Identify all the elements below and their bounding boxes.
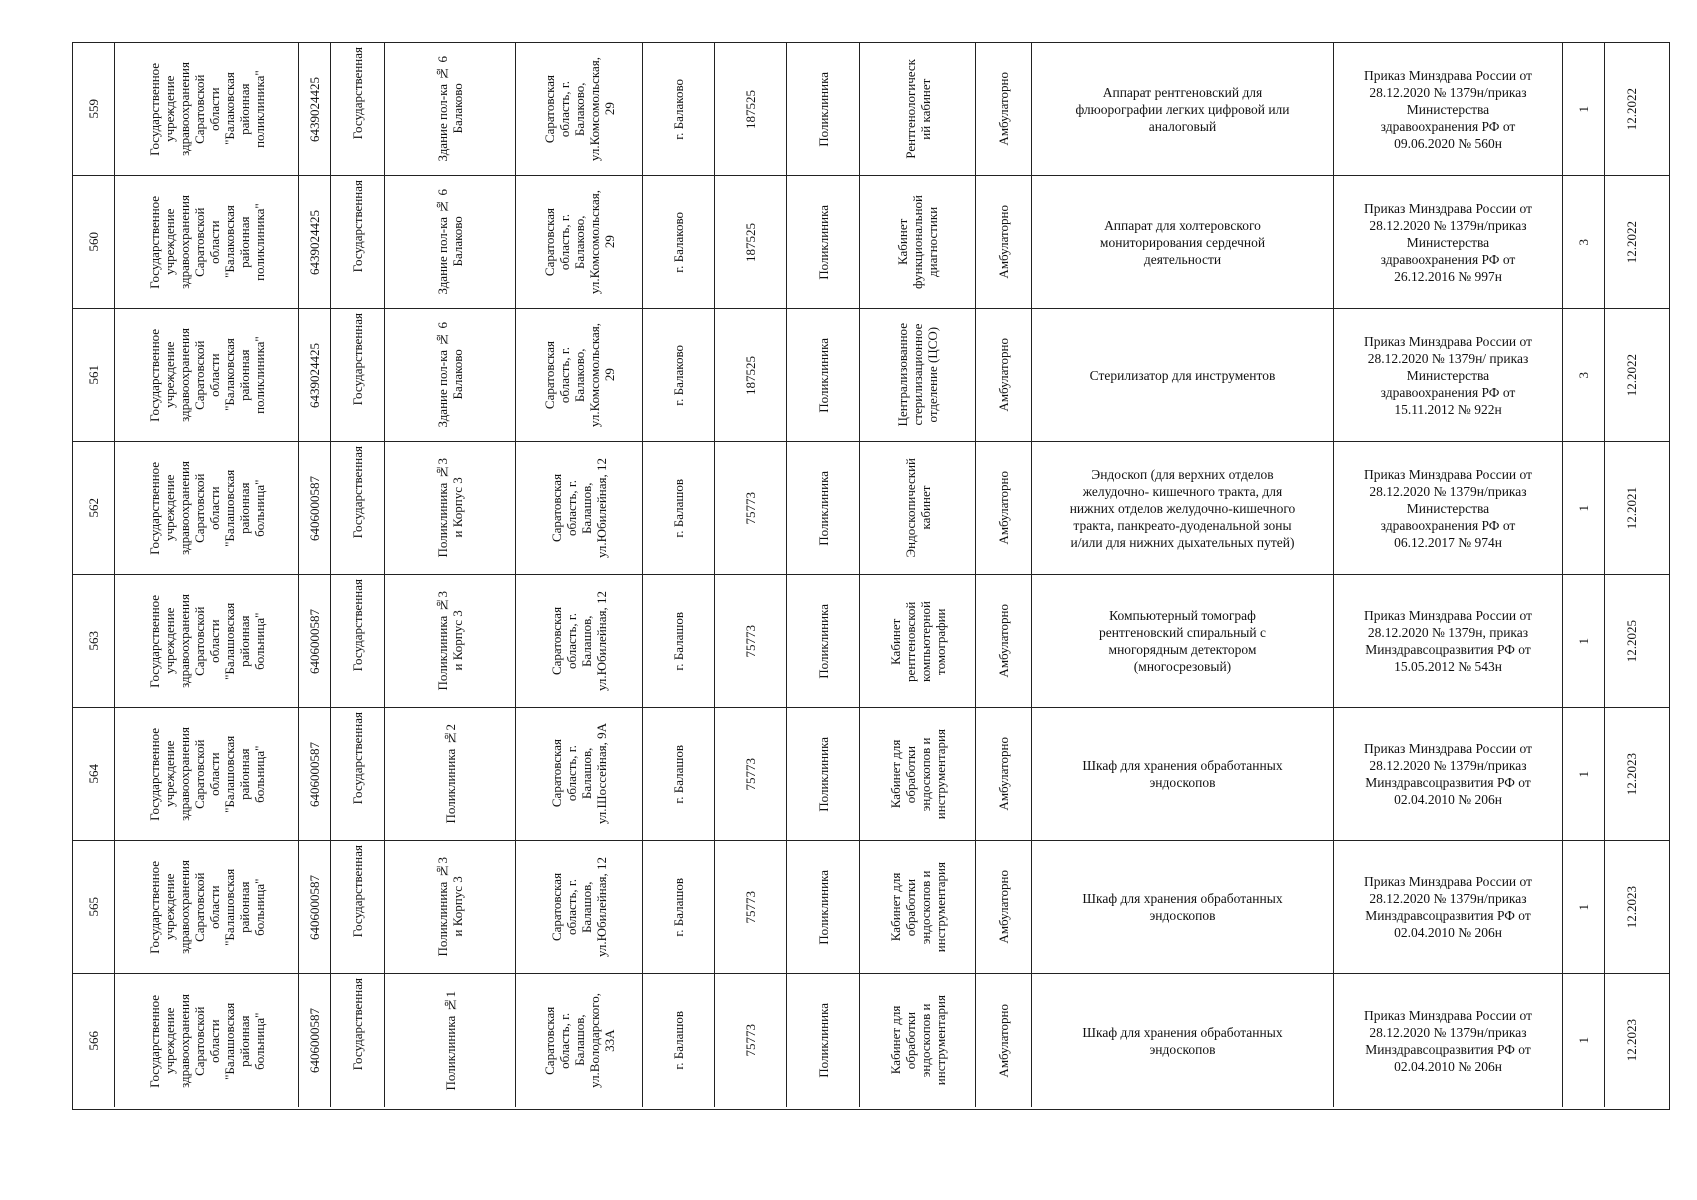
table-cell-qty [1563, 309, 1605, 441]
cell-text-building: Здание пол-ка № 6 Балаково [435, 56, 465, 162]
cell-text-inn: 6439024425 [307, 209, 322, 275]
cell-text-num: 564 [86, 764, 101, 784]
cell-text-qty: 3 [1576, 238, 1591, 246]
cell-text-equipment: Шкаф для хранения обработанных эндоскопов [1082, 1024, 1283, 1057]
table-cell-population [715, 176, 787, 308]
table-cell-num [73, 176, 115, 308]
table-cell-type [787, 974, 860, 1107]
table-cell-form [331, 575, 385, 707]
cell-text-type: Поликлиника [815, 470, 831, 546]
cell-text-dept: Кабинет для обработки эндоскопов и инструментария [887, 728, 948, 820]
table-cell-form [331, 43, 385, 175]
table-cell-dept [860, 43, 976, 175]
cell-text-care: Амбулаторно [996, 72, 1011, 146]
cell-text-equipment: Компьютерный томограф рентгеновский спиральный с многорядным детектором (многосрезовый) [1099, 608, 1266, 674]
table-cell-order [1334, 43, 1563, 175]
table-cell-building [385, 841, 516, 973]
cell-text-date: 12.2023 [1623, 885, 1639, 929]
cell-text-order: Приказ Минздрава России от 28.12.2020 № 1379н/приказ Министерства здравоохранения РФ от 26.12.2016 № 997н [1363, 200, 1533, 284]
table-cell-order [1334, 176, 1563, 308]
cell-text-date: 12.2025 [1623, 619, 1639, 663]
table-cell-qty [1563, 974, 1605, 1107]
table-cell-order [1334, 442, 1563, 574]
cell-text-city: г. Балашов [671, 478, 686, 538]
cell-text-inn: 6406000587 [307, 874, 322, 940]
table-cell-equipment [1032, 176, 1334, 308]
table-cell-address [516, 43, 643, 175]
table-cell-inn [299, 841, 331, 973]
table-cell-population [715, 43, 787, 175]
cell-text-type: Поликлиника [815, 869, 831, 945]
cell-text-dept: Централизованное стерилизационное отделение (ЦСО) [895, 323, 940, 427]
table-cell-dept [860, 974, 976, 1107]
cell-text-type: Поликлиника [815, 603, 831, 679]
table-cell-care [976, 974, 1032, 1107]
cell-text-date: 12.2023 [1623, 752, 1639, 796]
table-cell-population [715, 708, 787, 840]
equipment-table [72, 42, 1670, 1110]
cell-text-inn: 6439024425 [307, 342, 322, 408]
table-cell-population [715, 841, 787, 973]
cell-text-building: Здание пол-ка № 6 Балаково [435, 322, 465, 428]
cell-text-population: 75773 [743, 757, 758, 791]
table-cell-population [715, 442, 787, 574]
cell-text-form: Государственная [350, 712, 365, 805]
table-row [73, 708, 1669, 841]
cell-text-num: 561 [86, 365, 101, 385]
cell-text-org: Государственное учреждение здравоохранения Саратовской области "Балашовская районная больница" [146, 594, 267, 688]
table-cell-city [643, 309, 715, 441]
cell-text-equipment: Стерилизатор для инструментов [1089, 367, 1276, 383]
cell-text-form: Государственная [350, 313, 365, 406]
table-cell-dept [860, 708, 976, 840]
table-cell-population [715, 974, 787, 1107]
cell-text-num: 565 [86, 897, 101, 917]
cell-text-qty: 1 [1576, 105, 1591, 113]
table-cell-order [1334, 309, 1563, 441]
cell-text-address: Саратовская область, г. Балаково, ул.Комсомольская, 29 [541, 322, 617, 428]
cell-text-dept: Кабинет функциональной диагностики [895, 195, 940, 289]
table-cell-city [643, 575, 715, 707]
cell-text-type: Поликлиника [815, 337, 831, 413]
table-cell-inn [299, 309, 331, 441]
cell-text-type: Поликлиника [815, 204, 831, 280]
cell-text-inn: 6406000587 [307, 741, 322, 807]
table-cell-qty [1563, 442, 1605, 574]
cell-text-population: 187525 [743, 222, 758, 262]
table-cell-org [115, 974, 299, 1107]
cell-text-num: 563 [86, 631, 101, 651]
table-cell-inn [299, 974, 331, 1107]
table-cell-inn [299, 176, 331, 308]
cell-text-equipment: Аппарат для холтеровского мониторирования сердечной деятельности [1099, 217, 1266, 267]
table-cell-type [787, 43, 860, 175]
cell-text-num: 562 [86, 498, 101, 518]
table-cell-building [385, 708, 516, 840]
cell-text-org: Государственное учреждение здравоохранения Саратовской области "Балаковская районная поликлиника" [146, 328, 267, 422]
table-row [73, 309, 1669, 442]
table-cell-city [643, 708, 715, 840]
cell-text-form: Государственная [350, 978, 365, 1071]
cell-text-population: 75773 [743, 491, 758, 525]
cell-text-num: 566 [86, 1030, 101, 1051]
cell-text-order: Приказ Минздрава России от 28.12.2020 № 1379н/приказ Минздравсоцразвития РФ от 02.04.2010 № 206н [1363, 1007, 1533, 1074]
table-cell-num [73, 442, 115, 574]
table-cell-date [1605, 43, 1657, 175]
table-cell-care [976, 575, 1032, 707]
table-cell-form [331, 309, 385, 441]
table-cell-org [115, 442, 299, 574]
table-cell-date [1605, 841, 1657, 973]
cell-text-address: Саратовская область, г. Балашов, ул.Юбилейная, 12 [549, 457, 609, 559]
table-cell-type [787, 708, 860, 840]
cell-text-city: г. Балаково [671, 78, 686, 140]
table-cell-inn [299, 708, 331, 840]
table-row [73, 442, 1669, 575]
cell-text-address: Саратовская область, г. Балаково, ул.Комсомольская, 29 [541, 56, 617, 162]
cell-text-type: Поликлиника [815, 736, 831, 812]
table-cell-city [643, 176, 715, 308]
table-row [73, 841, 1669, 974]
table-cell-city [643, 974, 715, 1107]
table-cell-care [976, 708, 1032, 840]
cell-text-inn: 6406000587 [307, 608, 322, 674]
table-cell-num [73, 43, 115, 175]
table-cell-order [1334, 708, 1563, 840]
cell-text-equipment: Шкаф для хранения обработанных эндоскопов [1082, 891, 1283, 923]
cell-text-qty: 1 [1576, 637, 1591, 645]
table-cell-qty [1563, 708, 1605, 840]
table-cell-building [385, 575, 516, 707]
table-cell-form [331, 442, 385, 574]
cell-text-qty: 1 [1576, 504, 1591, 512]
cell-text-qty: 1 [1576, 770, 1591, 778]
cell-text-building: Поликлиника №3 и Корпус 3 [435, 857, 465, 957]
cell-text-address: Саратовская область, г. Балашов, ул.Юбилейная, 12 [549, 590, 609, 692]
table-cell-type [787, 176, 860, 308]
table-cell-qty [1563, 43, 1605, 175]
table-cell-equipment [1032, 309, 1334, 441]
table-cell-date [1605, 708, 1657, 840]
table-cell-type [787, 841, 860, 973]
cell-text-form: Государственная [350, 845, 365, 938]
table-cell-type [787, 575, 860, 707]
table-cell-equipment [1032, 708, 1334, 840]
cell-text-care: Амбулаторно [996, 604, 1011, 678]
table-cell-form [331, 841, 385, 973]
cell-text-care: Амбулаторно [996, 737, 1011, 811]
cell-text-address: Саратовская область, г. Балашов, ул.Шоссейная, 9А [549, 723, 609, 825]
cell-text-form: Государственная [350, 446, 365, 539]
table-cell-qty [1563, 841, 1605, 973]
table-cell-form [331, 708, 385, 840]
table-cell-org [115, 43, 299, 175]
table-cell-order [1334, 575, 1563, 707]
cell-text-order: Приказ Минздрава России от 28.12.2020 № 1379н/приказ Министерства здравоохранения РФ от 06.12.2017 № 974н [1363, 466, 1533, 550]
cell-text-date: 12.2022 [1623, 87, 1639, 131]
cell-text-org: Государственное учреждение здравоохранения Саратовской области "Балашовская районная больница" [146, 993, 267, 1088]
table-cell-form [331, 176, 385, 308]
cell-text-order: Приказ Минздрава России от 28.12.2020 № 1379н/приказ Министерства здравоохранения РФ от 09.06.2020 № 560н [1363, 67, 1533, 151]
cell-text-form: Государственная [350, 47, 365, 140]
cell-text-qty: 3 [1576, 371, 1591, 379]
table-cell-address [516, 708, 643, 840]
table-cell-org [115, 309, 299, 441]
cell-text-order: Приказ Минздрава России от 28.12.2020 № 1379н/ приказ Министерства здравоохранения РФ от 15.11.2012 № 922н [1363, 333, 1533, 417]
table-cell-qty [1563, 176, 1605, 308]
table-cell-date [1605, 176, 1657, 308]
table-cell-type [787, 442, 860, 574]
table-cell-population [715, 575, 787, 707]
table-cell-dept [860, 176, 976, 308]
cell-text-qty: 1 [1576, 1037, 1591, 1044]
cell-text-date: 12.2023 [1623, 1019, 1639, 1062]
table-cell-address [516, 575, 643, 707]
table-cell-equipment [1032, 841, 1334, 973]
cell-text-equipment: Шкаф для хранения обработанных эндоскопов [1082, 758, 1283, 790]
cell-text-population: 75773 [743, 624, 758, 658]
table-cell-org [115, 176, 299, 308]
cell-text-care: Амбулаторно [996, 1003, 1011, 1078]
table-cell-address [516, 841, 643, 973]
table-cell-date [1605, 974, 1657, 1107]
cell-text-order: Приказ Минздрава России от 28.12.2020 № 1379н/приказ Минздравсоцразвития РФ от 02.04.2010 № 206н [1363, 741, 1533, 807]
cell-text-org: Государственное учреждение здравоохранения Саратовской области "Балашовская районная больница" [146, 461, 267, 555]
cell-text-population: 187525 [743, 89, 758, 129]
cell-text-type: Поликлиника [815, 71, 831, 147]
cell-text-equipment: Аппарат рентгеновский для флюорографии легких цифровой или аналоговый [1075, 84, 1290, 134]
table-cell-dept [860, 841, 976, 973]
cell-text-population: 75773 [743, 890, 758, 924]
table-cell-building [385, 176, 516, 308]
cell-text-dept: Рентгенологическ ий кабинет [902, 59, 933, 159]
table-cell-num [73, 575, 115, 707]
table-row [73, 974, 1669, 1107]
table-cell-num [73, 708, 115, 840]
table-cell-org [115, 708, 299, 840]
table-cell-equipment [1032, 43, 1334, 175]
cell-text-building: Поликлиника №2 [442, 724, 458, 824]
table-cell-equipment [1032, 575, 1334, 707]
cell-text-care: Амбулаторно [996, 338, 1011, 412]
table-cell-dept [860, 575, 976, 707]
cell-text-population: 187525 [743, 355, 758, 395]
cell-text-city: г. Балаково [671, 211, 686, 273]
cell-text-population: 75773 [743, 1024, 758, 1057]
table-cell-address [516, 442, 643, 574]
table-row [73, 575, 1669, 708]
table-cell-num [73, 974, 115, 1107]
table-cell-equipment [1032, 442, 1334, 574]
cell-text-form: Государственная [350, 180, 365, 273]
table-cell-inn [299, 442, 331, 574]
cell-text-building: Поликлиника №3 и Корпус 3 [435, 458, 465, 558]
cell-text-care: Амбулаторно [996, 870, 1011, 944]
cell-text-building: Здание пол-ка № 6 Балаково [435, 189, 465, 295]
cell-text-inn: 6406000587 [307, 1008, 322, 1073]
table-cell-org [115, 841, 299, 973]
table-cell-city [643, 43, 715, 175]
cell-text-inn: 6439024425 [307, 76, 322, 142]
table-cell-building [385, 442, 516, 574]
table-cell-city [643, 841, 715, 973]
table-cell-date [1605, 442, 1657, 574]
table-cell-form [331, 974, 385, 1107]
cell-text-address: Саратовская область, г. Балашов, ул.Юбилейная, 12 [549, 856, 609, 958]
table-cell-care [976, 43, 1032, 175]
cell-text-date: 12.2022 [1623, 220, 1639, 264]
cell-text-org: Государственное учреждение здравоохранения Саратовской области "Балашовская районная больница" [146, 727, 267, 821]
cell-text-building: Поликлиника №3 и Корпус 3 [435, 591, 465, 691]
cell-text-date: 12.2021 [1623, 486, 1639, 530]
cell-text-order: Приказ Минздрава России от 28.12.2020 № 1379н, приказ Минздравсоцразвития РФ от 15.05.2012 № 543н [1363, 608, 1533, 674]
cell-text-date: 12.2022 [1623, 353, 1639, 397]
cell-text-org: Государственное учреждение здравоохранения Саратовской области "Балаковская районная поликлиника" [146, 195, 267, 289]
cell-text-type: Поликлиника [815, 1003, 831, 1078]
table-cell-qty [1563, 575, 1605, 707]
cell-text-qty: 1 [1576, 903, 1591, 911]
table-cell-inn [299, 575, 331, 707]
cell-text-order: Приказ Минздрава России от 28.12.2020 № 1379н/приказ Минздравсоцразвития РФ от 02.04.2010 № 206н [1363, 874, 1533, 940]
cell-text-care: Амбулаторно [996, 471, 1011, 545]
table-cell-building [385, 974, 516, 1107]
table-cell-address [516, 974, 643, 1107]
cell-text-num: 559 [86, 99, 101, 119]
table-cell-building [385, 309, 516, 441]
table-cell-order [1334, 841, 1563, 973]
table-cell-type [787, 309, 860, 441]
cell-text-city: г. Балашов [671, 744, 686, 804]
table-cell-address [516, 176, 643, 308]
table-cell-care [976, 442, 1032, 574]
table-cell-order [1334, 974, 1563, 1107]
table-cell-city [643, 442, 715, 574]
cell-text-dept: Эндоскопический кабинет [902, 458, 933, 558]
table-cell-building [385, 43, 516, 175]
cell-text-address: Саратовская область, г. Балаково, ул.Комсомольская, 29 [541, 189, 617, 295]
table-cell-care [976, 841, 1032, 973]
table-cell-care [976, 176, 1032, 308]
cell-text-care: Амбулаторно [996, 205, 1011, 279]
cell-text-address: Саратовская область, г. Балашов, ул.Володарского, 33А [541, 993, 617, 1088]
table-cell-org [115, 575, 299, 707]
cell-text-building: Поликлиника №1 [442, 990, 458, 1091]
table-row [73, 176, 1669, 309]
table-row [73, 43, 1669, 176]
cell-text-dept: Кабинет для обработки эндоскопов и инструментария [887, 995, 948, 1086]
cell-text-inn: 6406000587 [307, 475, 322, 541]
cell-text-org: Государственное учреждение здравоохранения Саратовской области "Балаковская районная поликлиника" [146, 62, 267, 156]
table-cell-population [715, 309, 787, 441]
cell-text-city: г. Балашов [671, 877, 686, 937]
table-cell-num [73, 309, 115, 441]
cell-text-city: г. Балашов [671, 1011, 686, 1070]
table-cell-address [516, 309, 643, 441]
table-cell-dept [860, 442, 976, 574]
cell-text-city: г. Балашов [671, 611, 686, 671]
table-cell-num [73, 841, 115, 973]
table-cell-inn [299, 43, 331, 175]
cell-text-dept: Кабинет для обработки эндоскопов и инструментария [887, 861, 948, 953]
table-cell-date [1605, 309, 1657, 441]
cell-text-num: 560 [86, 232, 101, 252]
table-cell-equipment [1032, 974, 1334, 1107]
table-cell-care [976, 309, 1032, 441]
cell-text-form: Государственная [350, 579, 365, 672]
cell-text-org: Государственное учреждение здравоохранения Саратовской области "Балашовская районная больница" [146, 860, 267, 954]
table-cell-dept [860, 309, 976, 441]
cell-text-equipment: Эндоскоп (для верхних отделов желудочно- кишечного тракта, для нижних отделов желудочно-кишечного тракта, панкреато-дуоденальной зоны и/или для нижних дыхательных путей) [1069, 466, 1296, 550]
table-cell-date [1605, 575, 1657, 707]
cell-text-dept: Кабинет рентгеновской компьютерной томографии [887, 600, 948, 682]
cell-text-city: г. Балаково [671, 344, 686, 406]
